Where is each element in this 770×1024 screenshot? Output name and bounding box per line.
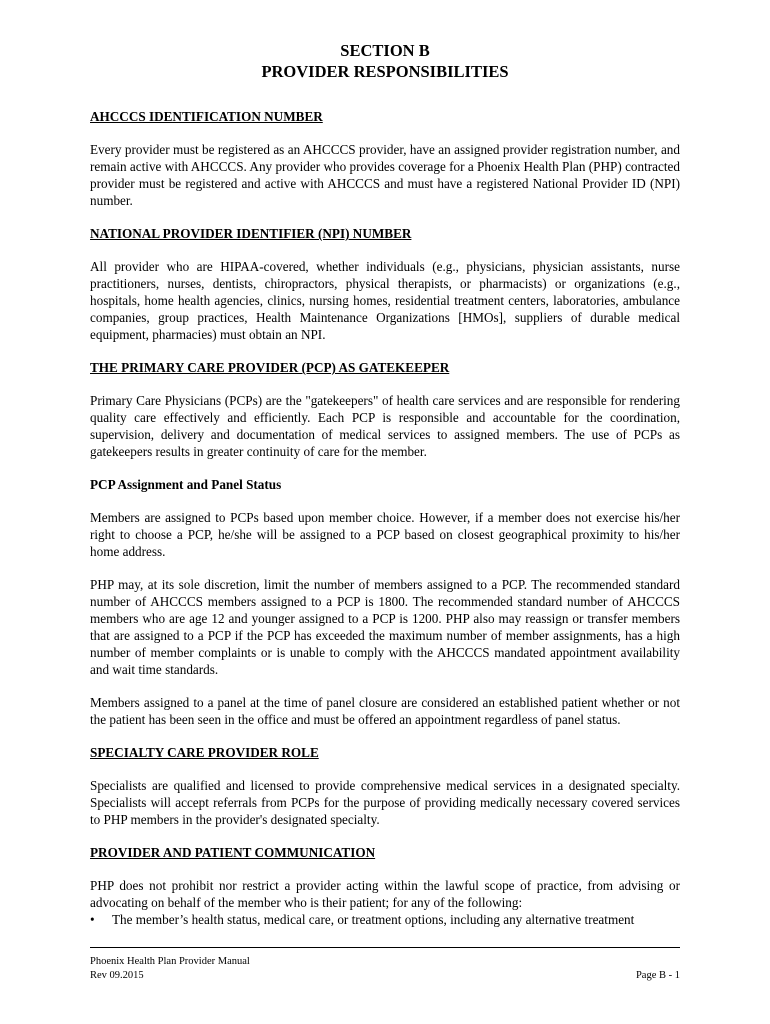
communication-bullet-list (90, 911, 680, 928)
section-label: SECTION B (340, 41, 430, 60)
list-item: • The member’s health status, medical care, or treatment options, including any alternative treatment (112, 911, 680, 928)
subheading-pcp-assignment: PCP Assignment and Panel Status (90, 477, 282, 492)
paragraph-communication: PHP does not prohibit nor restrict a provider acting within the lawful scope of practice, from advising or advocating on behalf of the member who is their patient; for any of the following: (90, 878, 680, 910)
paragraph-pcp-assignment: Members are assigned to PCPs based upon member choice. However, if a member does not exercise his/her right to choose a PCP, he/she will be assigned to a PCP based on closest geographical proximity to his/her home address. (90, 510, 680, 559)
heading-ahcccs-id: AHCCCS IDENTIFICATION NUMBER (90, 109, 323, 124)
page-title (90, 40, 680, 82)
section-title: PROVIDER RESPONSIBILITIES (261, 62, 509, 81)
footer-revision: Rev 09.2015 (90, 970, 144, 981)
paragraph-pcp-gatekeeper: Primary Care Physicians (PCPs) are the "gatekeepers" of health care services and are responsible for rendering quality care effectively and efficiently. Each PCP is responsible and accountable for the coordination, supervision, delivery and documentation of medical services to assigned members. The use of PCPs as gatekeepers results in greater continuity of care for the member. (90, 393, 680, 459)
page-footer (90, 955, 680, 983)
footer-divider (90, 947, 680, 948)
heading-pcp-gatekeeper: THE PRIMARY CARE PROVIDER (PCP) AS GATEKEEPER (90, 360, 450, 375)
paragraph-panel-closure: Members assigned to a panel at the time of panel closure are considered an established patient whether or not the patient has been seen in the office and must be offered an appointment regardless of panel status. (90, 695, 680, 727)
paragraph-pcp-limits: PHP may, at its sole discretion, limit the number of members assigned to a PCP. The recommended standard number of AHCCCS members assigned to a PCP is 1800. The recommended standard number of AHCCCS members who are age 12 and younger assigned to a PCP is 1200. PHP also may reassign or transfer members that are assigned to a PCP if the PCP has exceeded the maximum number of member assignments, has a high number of member complaints or is unable to comply with the AHCCCS mandated appointment availability and wait time standards. (90, 577, 680, 677)
heading-npi: NATIONAL PROVIDER IDENTIFIER (NPI) NUMBER (90, 226, 412, 241)
footer-manual-name: Phoenix Health Plan Provider Manual (90, 956, 250, 967)
heading-communication: PROVIDER AND PATIENT COMMUNICATION (90, 845, 376, 860)
paragraph-ahcccs-id: Every provider must be registered as an AHCCCS provider, have an assigned provider registration number, and remain active with AHCCCS. Any provider who provides coverage for a Phoenix Health Plan (PHP) contracted provider must be registered and active with AHCCCS and must have a registered National Provider ID (NPI) number. (90, 142, 680, 208)
heading-specialty: SPECIALTY CARE PROVIDER ROLE (90, 745, 319, 760)
paragraph-specialty: Specialists are qualified and licensed to provide comprehensive medical services in a designated specialty. Specialists will accept referrals from PCPs for the purpose of providing medically necessary covered services to PHP members in the provider's designated specialty. (90, 778, 680, 827)
page-content (90, 40, 680, 928)
page-number: Page B - 1 (635, 970, 680, 981)
paragraph-npi: All provider who are HIPAA-covered, whether individuals (e.g., physicians, physician assistants, nurse practitioners, nurses, dentists, chiropractors, physical therapists, or pharmacists) or organizations (e.g., hospitals, home health agencies, clinics, nursing homes, residential treatment centers, laboratories, ambulance companies, group practices, Health Maintenance Organizations [HMOs], suppliers of durable medical equipment, pharmacies) must obtain an NPI. (90, 259, 680, 342)
